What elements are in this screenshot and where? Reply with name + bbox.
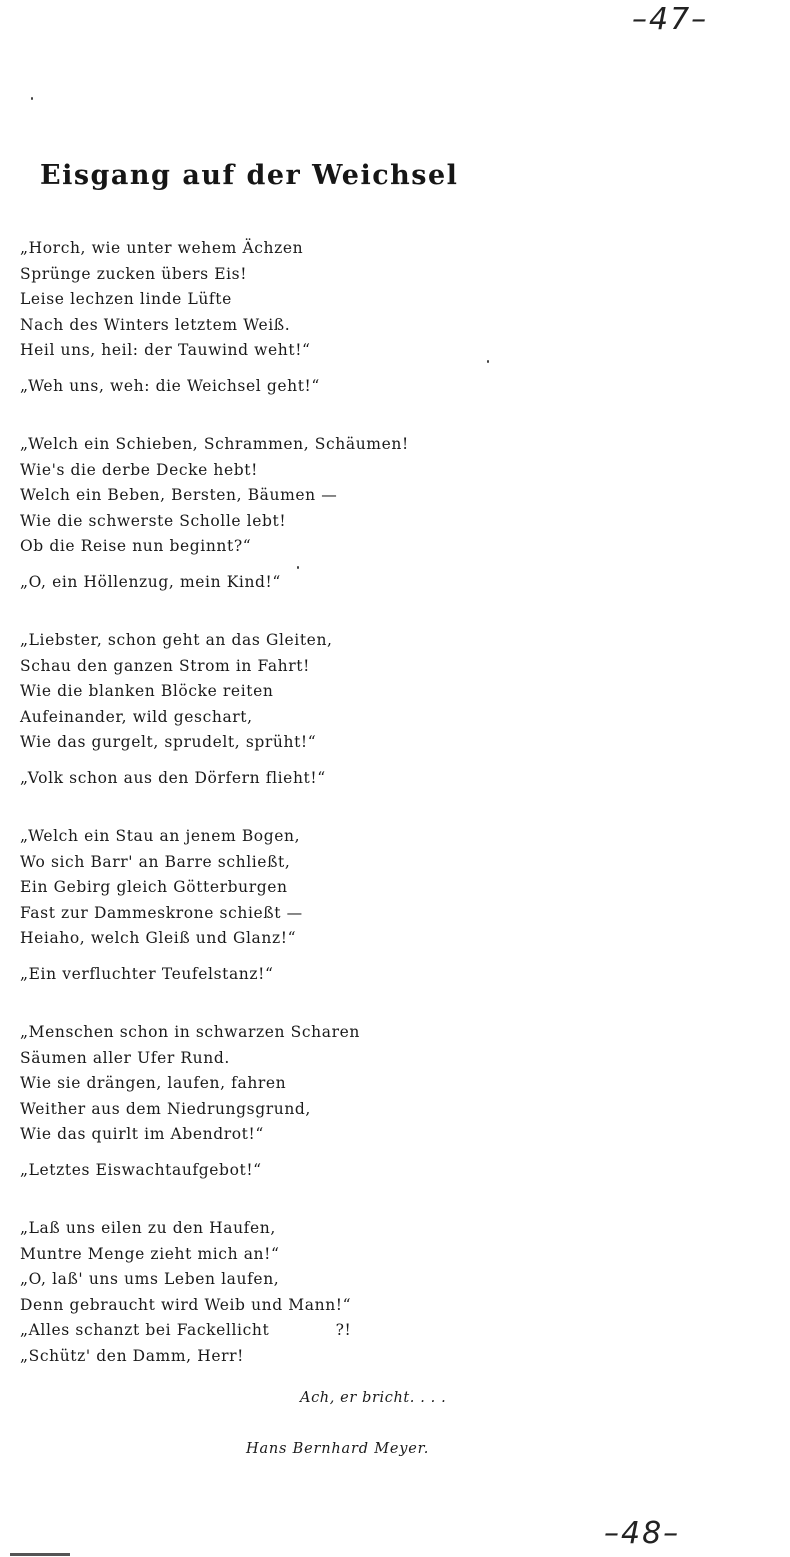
- poem-line: Ob die Reise nun beginnt?“: [20, 537, 252, 556]
- poem-title: Eisgang auf der Weichsel: [40, 160, 459, 191]
- poem-line: „Welch ein Stau an jenem Bogen,: [20, 827, 301, 845]
- poem-line: Welch ein Beben, Bersten, Bäumen —: [20, 486, 338, 505]
- poem-line: „Horch, wie unter wehem Ächzen: [20, 239, 304, 257]
- stanza-4: [20, 824, 740, 1020]
- poem-line: Wie's die derbe Decke hebt!: [20, 460, 258, 479]
- poem-line: Sprünge zucken übers Eis!: [20, 264, 248, 283]
- stanza-6: [20, 1216, 740, 1412]
- poem-line: Säumen aller Ufer Rund.: [20, 1048, 230, 1067]
- poem-line: Heil uns, heil: der Tauwind weht!“: [20, 341, 311, 360]
- poem-line: Heiaho, welch Gleiß und Glanz!“: [20, 929, 297, 948]
- poem-line: Wie das gurgelt, sprudelt, sprüht!“: [20, 733, 317, 752]
- poem-body: [20, 236, 740, 1412]
- poem-reply: „Letztes Eiswachtaufgebot!“: [20, 1160, 262, 1179]
- stanza-3: [20, 628, 740, 824]
- stanza-2: [20, 432, 740, 628]
- poem-closing-line: Ach, er bricht. . . .: [300, 1390, 447, 1406]
- poem-reply: „Ein verfluchter Teufelstanz!“: [20, 964, 274, 983]
- poem-line: „Welch ein Schieben, Schrammen, Schäumen!: [20, 435, 409, 453]
- poem-reply: „Weh uns, weh: die Weichsel geht!“: [20, 376, 320, 395]
- stanza-5: [20, 1020, 740, 1216]
- poem-line: „Menschen schon in schwarzen Scharen: [20, 1023, 360, 1041]
- poem-line: Wie sie drängen, laufen, fahren: [20, 1074, 287, 1093]
- stanza-1: [20, 236, 740, 432]
- poem-line: „Liebster, schon geht an das Gleiten,: [20, 631, 333, 649]
- poem-reply: „Volk schon aus den Dörfern flieht!“: [20, 768, 326, 787]
- scan-edge-mark: [10, 1553, 70, 1556]
- poem-line: Fast zur Dammeskrone schießt —: [20, 903, 303, 922]
- poem-line: Muntre Menge zieht mich an!“: [20, 1244, 280, 1263]
- poem-line: Wie die blanken Blöcke reiten: [20, 682, 274, 701]
- poem-line: Aufeinander, wild geschart,: [20, 707, 253, 726]
- poem-reply: „O, ein Höllenzug, mein Kind!“: [20, 572, 281, 591]
- poem-line: Schau den ganzen Strom in Fahrt!: [20, 656, 310, 675]
- poem-line: „Alles schanzt bei Fackellicht ?!: [20, 1321, 352, 1340]
- poem-line: „Schütz' den Damm, Herr!: [20, 1346, 244, 1365]
- poem-line: Denn gebraucht wird Weib und Mann!“: [20, 1295, 352, 1314]
- page-number-top: –47–: [632, 2, 709, 37]
- scan-speck: [31, 97, 33, 100]
- poem-author: Hans Bernhard Meyer.: [246, 1441, 430, 1457]
- poem-line: Weither aus dem Niedrungsgrund,: [20, 1099, 311, 1118]
- poem-line: Nach des Winters letztem Weiß.: [20, 315, 291, 334]
- poem-line: „O, laß' uns ums Leben laufen,: [20, 1270, 280, 1289]
- poem-line: Wie das quirlt im Abendrot!“: [20, 1125, 264, 1144]
- poem-line: Ein Gebirg gleich Götterburgen: [20, 878, 288, 897]
- page-number-bottom: –48–: [604, 1516, 681, 1551]
- poem-line: Leise lechzen linde Lüfte: [20, 290, 232, 309]
- poem-line: Wo sich Barr' an Barre schließt,: [20, 852, 291, 871]
- poem-line: „Laß uns eilen zu den Haufen,: [20, 1219, 276, 1237]
- poem-line: Wie die schwerste Scholle lebt!: [20, 511, 287, 530]
